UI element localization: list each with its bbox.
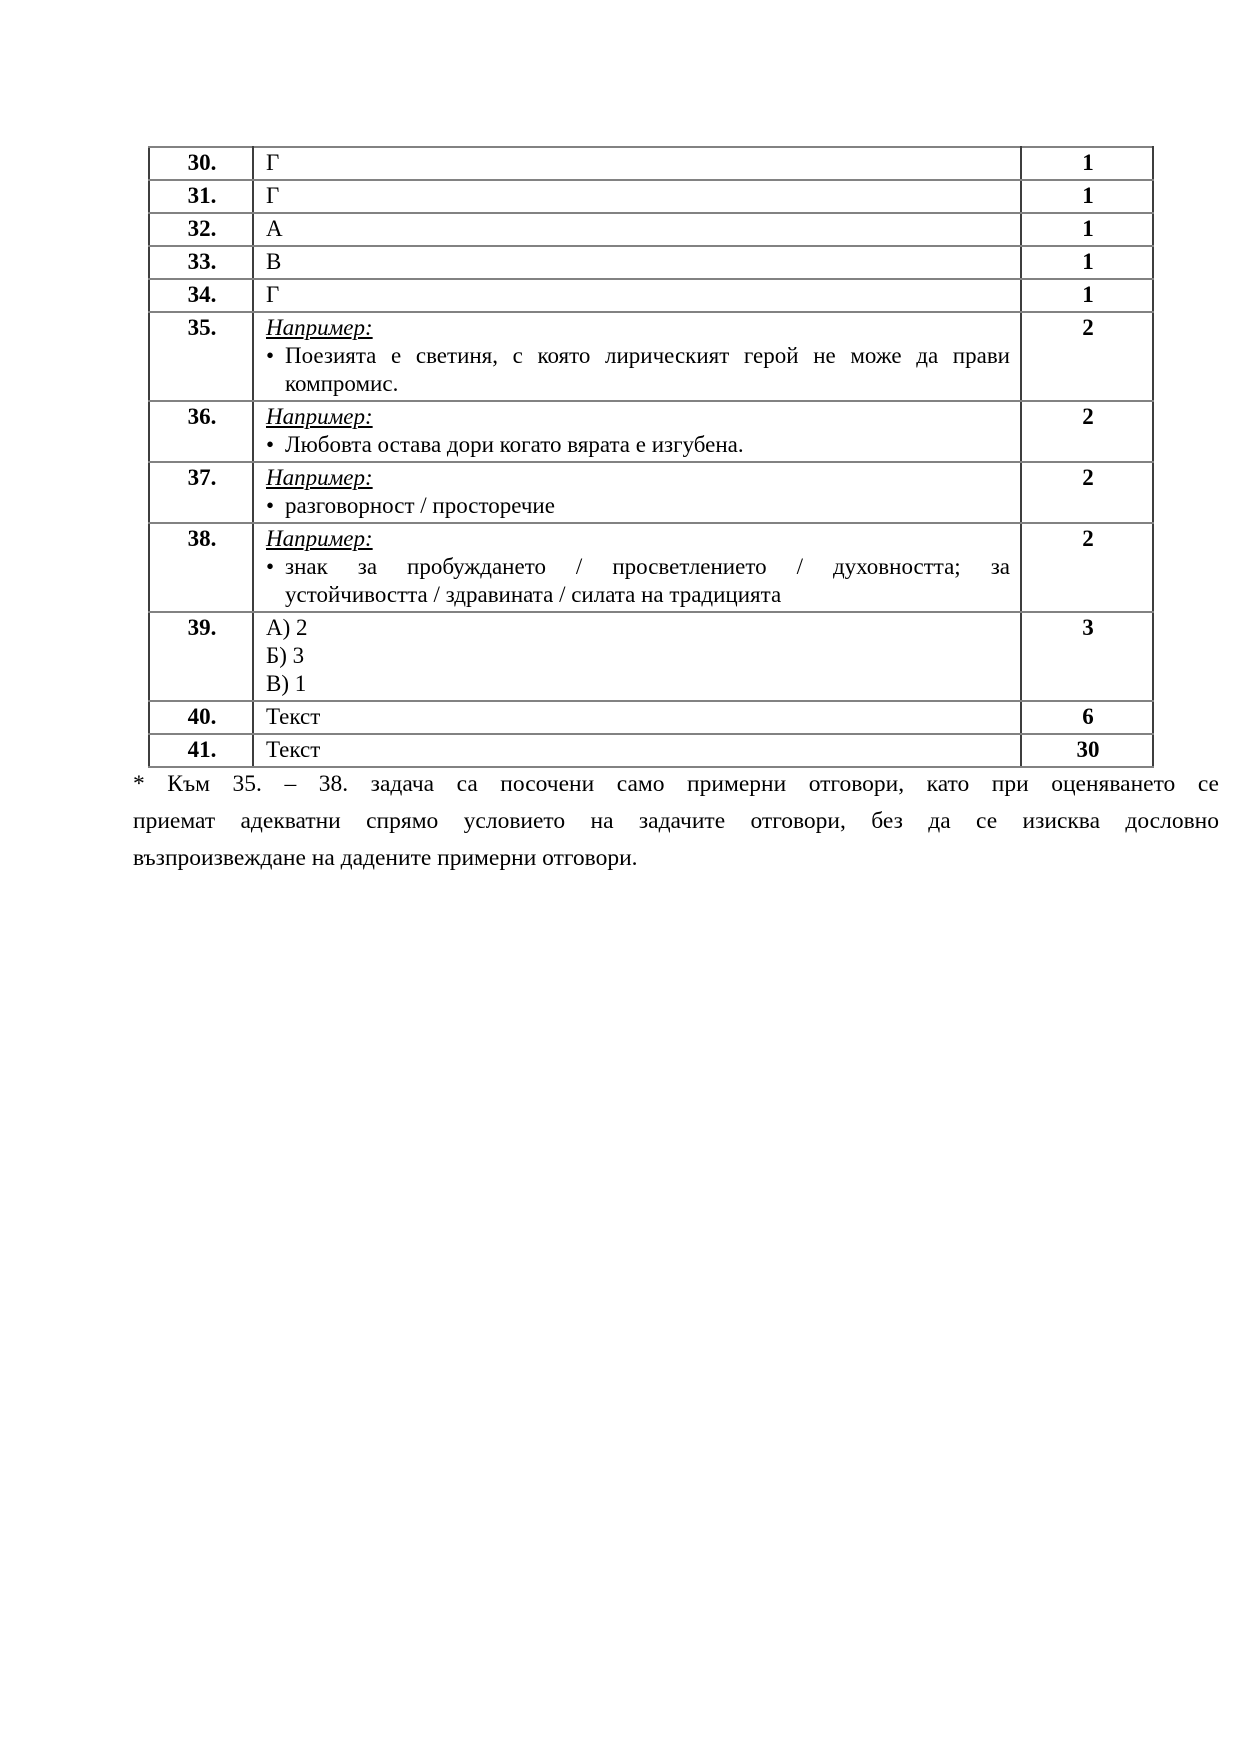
answer-text: Г <box>266 150 280 175</box>
table-row <box>149 612 1153 701</box>
answer-content-cell <box>253 612 1021 701</box>
bullet-item <box>266 342 1010 398</box>
footnote-line: приемат адекватни спрямо условието на задачите отговори, без да се изисква дословно <box>133 808 1219 834</box>
points-cell: 1 <box>1021 180 1153 213</box>
answer-content-cell <box>253 312 1021 401</box>
answer-text: Текст <box>266 737 321 762</box>
example-label: Например: <box>266 404 373 429</box>
answer-number-cell: 35. <box>149 312 253 401</box>
answer-number-cell: 38. <box>149 523 253 612</box>
bullet-item <box>266 553 1010 609</box>
bullet-marker-icon: • <box>266 343 275 368</box>
bullet-text-line: компромис. <box>285 371 399 396</box>
answer-key-table <box>148 146 1154 768</box>
answer-content-cell <box>253 734 1021 767</box>
table-row <box>149 701 1153 734</box>
answer-number-cell: 37. <box>149 462 253 523</box>
points-cell: 1 <box>1021 147 1153 180</box>
answer-text: Г <box>266 183 280 208</box>
answer-content-cell <box>253 147 1021 180</box>
answer-content-cell <box>253 401 1021 462</box>
table-row <box>149 312 1153 401</box>
answer-number-cell: 39. <box>149 612 253 701</box>
answer-content-cell <box>253 701 1021 734</box>
bullet-text-line: устойчивостта / здравината / силата на традицията <box>285 582 782 607</box>
answer-content-cell <box>253 523 1021 612</box>
table-row <box>149 180 1153 213</box>
points-cell: 2 <box>1021 523 1153 612</box>
table-row <box>149 734 1153 767</box>
answer-content-cell <box>253 279 1021 312</box>
answer-content-cell <box>253 213 1021 246</box>
bullet-marker-icon: • <box>266 554 275 579</box>
points-cell: 1 <box>1021 279 1153 312</box>
answer-number-cell: 36. <box>149 401 253 462</box>
footnote <box>133 766 1219 877</box>
points-cell: 2 <box>1021 312 1153 401</box>
answer-number-cell: 33. <box>149 246 253 279</box>
table-row <box>149 401 1153 462</box>
table-row <box>149 279 1153 312</box>
bullet-text-line: разговорност / просторечие <box>285 493 555 518</box>
bullet-item <box>266 492 1010 520</box>
example-label: Например: <box>266 465 373 490</box>
answer-option-line: Б) 3 <box>266 643 305 668</box>
answer-content-cell <box>253 462 1021 523</box>
answer-number-cell: 34. <box>149 279 253 312</box>
points-cell: 30 <box>1021 734 1153 767</box>
answer-number-cell: 30. <box>149 147 253 180</box>
answer-number-cell: 32. <box>149 213 253 246</box>
table-row <box>149 523 1153 612</box>
example-label: Например: <box>266 315 373 340</box>
bullet-text-line: знак за пробуждането / просветлението / духовността; за <box>285 554 1010 579</box>
bullet-text-line: Поезията е светиня, с която лирическият герой не може да прави <box>285 343 1010 368</box>
example-label: Например: <box>266 526 373 551</box>
table-row <box>149 246 1153 279</box>
points-cell: 1 <box>1021 246 1153 279</box>
bullet-item <box>266 431 1010 459</box>
points-cell: 6 <box>1021 701 1153 734</box>
answer-text: А <box>266 216 283 241</box>
answer-content-cell <box>253 246 1021 279</box>
answer-key-table-body <box>149 147 1153 767</box>
answer-number-cell: 40. <box>149 701 253 734</box>
answer-text: Г <box>266 282 280 307</box>
answer-number-cell: 41. <box>149 734 253 767</box>
answer-text: В <box>266 249 282 274</box>
bullet-marker-icon: • <box>266 432 275 457</box>
table-row <box>149 462 1153 523</box>
points-cell: 3 <box>1021 612 1153 701</box>
answer-content-cell <box>253 180 1021 213</box>
bullet-marker-icon: • <box>266 493 275 518</box>
answer-option-line: А) 2 <box>266 615 308 640</box>
answer-number-cell: 31. <box>149 180 253 213</box>
points-cell: 1 <box>1021 213 1153 246</box>
bullet-text-line: Любовта остава дори когато вярата е изгубена. <box>285 432 744 457</box>
footnote-line: * Към 35. – 38. задача са посочени само примерни отговори, като при оценяването се <box>133 771 1219 797</box>
answer-option-line: В) 1 <box>266 671 307 696</box>
table-row <box>149 147 1153 180</box>
table-row <box>149 213 1153 246</box>
points-cell: 2 <box>1021 462 1153 523</box>
answer-text: Текст <box>266 704 321 729</box>
points-cell: 2 <box>1021 401 1153 462</box>
footnote-line: възпроизвеждане на дадените примерни отговори. <box>133 845 638 871</box>
